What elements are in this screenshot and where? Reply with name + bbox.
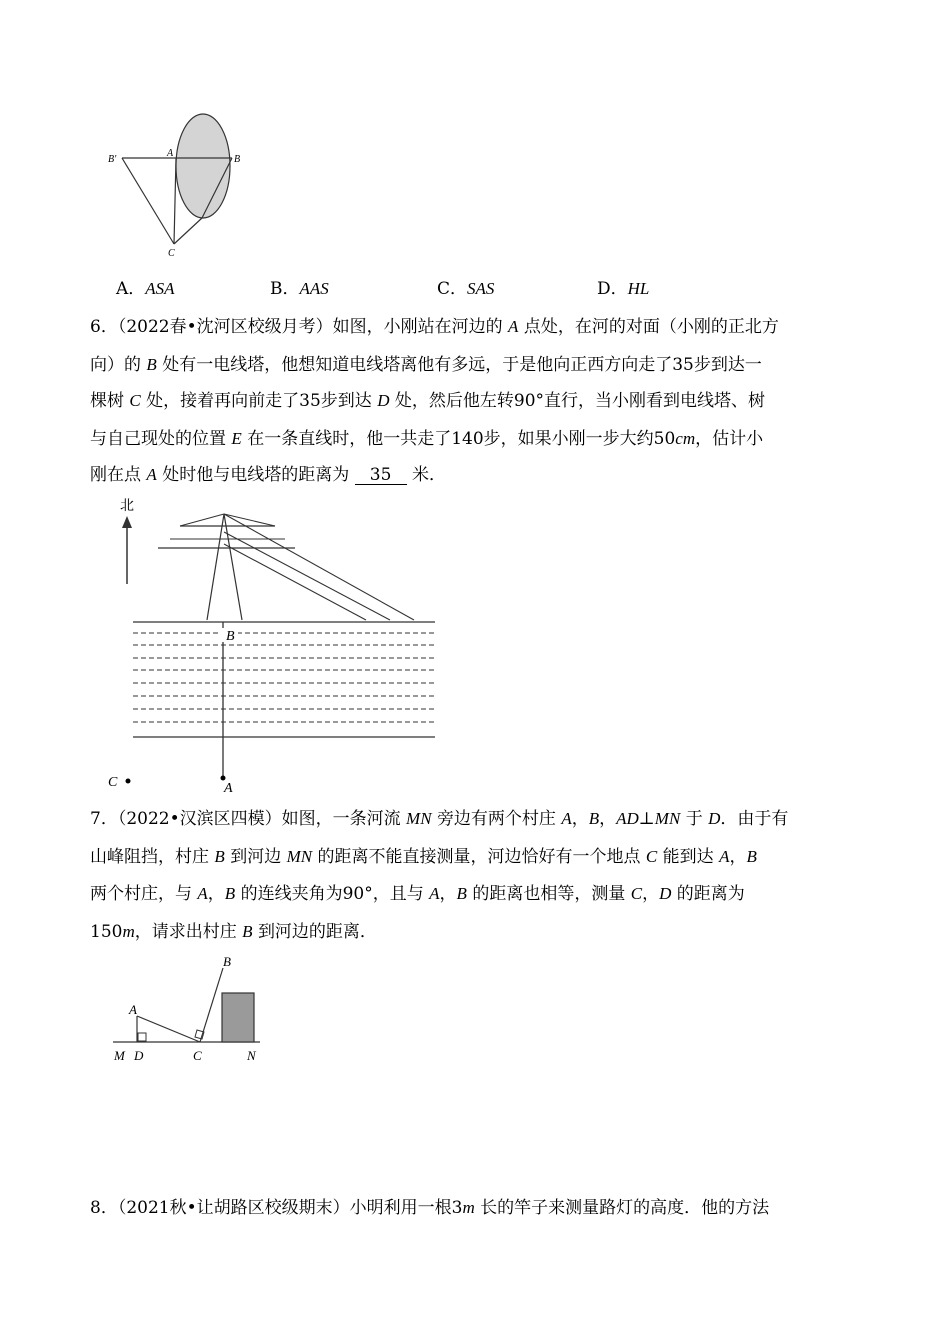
label-a: A	[224, 781, 233, 796]
q6-line-1: 6．（2022春•沈河区校级月考）如图，小刚站在河边的 A 点处，在河的对面（小刚的正北方	[90, 317, 779, 337]
figure-q7	[105, 950, 270, 1070]
q6-line-5: 刚在点 A 处时他与电线塔的距离为 35 米．	[90, 465, 447, 485]
label-b: B	[223, 954, 231, 969]
label-b: B	[234, 154, 241, 165]
q6-line-4: 与自己现处的位置 E 在一条直线时，他一共走了140步，如果小刚一步大约50cm，估计小	[90, 429, 764, 449]
q7-line-3: 两个村庄，与 A，B 的连线夹角为90°，且与 A，B 的距离也相等，测量 C，D 的距离为	[90, 884, 745, 904]
q6-answer: 35	[355, 467, 407, 485]
option-c: C．SAS	[437, 279, 495, 299]
option-b: B．AAS	[270, 279, 329, 299]
label-n: N	[247, 1048, 256, 1063]
label-m: M	[114, 1048, 125, 1063]
q8-line-1: 8．（2021秋•让胡路区校级期末）小明利用一根3m 长的竿子来测量路灯的高度．他的方法	[90, 1198, 770, 1218]
mountain-block	[222, 993, 254, 1042]
label-c: C	[168, 248, 175, 259]
label-c: C	[108, 775, 118, 790]
option-d: D．HL	[597, 279, 650, 299]
q7-line-2: 山峰阻挡，村庄 B 到河边 MN 的距离不能直接测量，河边恰好有一个地点 C 能到达 A，B	[90, 847, 757, 867]
shaded-ellipse	[176, 114, 230, 218]
label-b-prime: B'	[108, 154, 117, 165]
figure-q5	[100, 108, 260, 268]
label-b: B	[226, 629, 235, 644]
label-d: D	[134, 1048, 144, 1063]
q6-line-3: 棵树 C 处，接着再向前走了35步到达 D 处，然后他左转90°直行，当小刚看到电线塔、树	[90, 391, 766, 411]
q7-line-1: 7．（2022•汉滨区四模）如图，一条河流 MN 旁边有两个村庄 A，B，AD⊥MN 于 D．由于有	[90, 809, 789, 829]
label-a: A	[167, 148, 174, 159]
north-arrow-icon	[122, 516, 132, 528]
label-a: A	[129, 1002, 137, 1017]
q7-line-4: 150m，请求出村庄 B 到河边的距离．	[90, 922, 377, 942]
label-c: C	[193, 1048, 202, 1063]
option-a: A．ASA	[116, 279, 175, 299]
figure-q6	[100, 492, 445, 797]
north-label: 北	[120, 499, 134, 514]
q6-line-2: 向）的 B 处有一电线塔，他想知道电线塔离他有多远，于是他向正西方向走了35步到达一	[90, 355, 762, 375]
